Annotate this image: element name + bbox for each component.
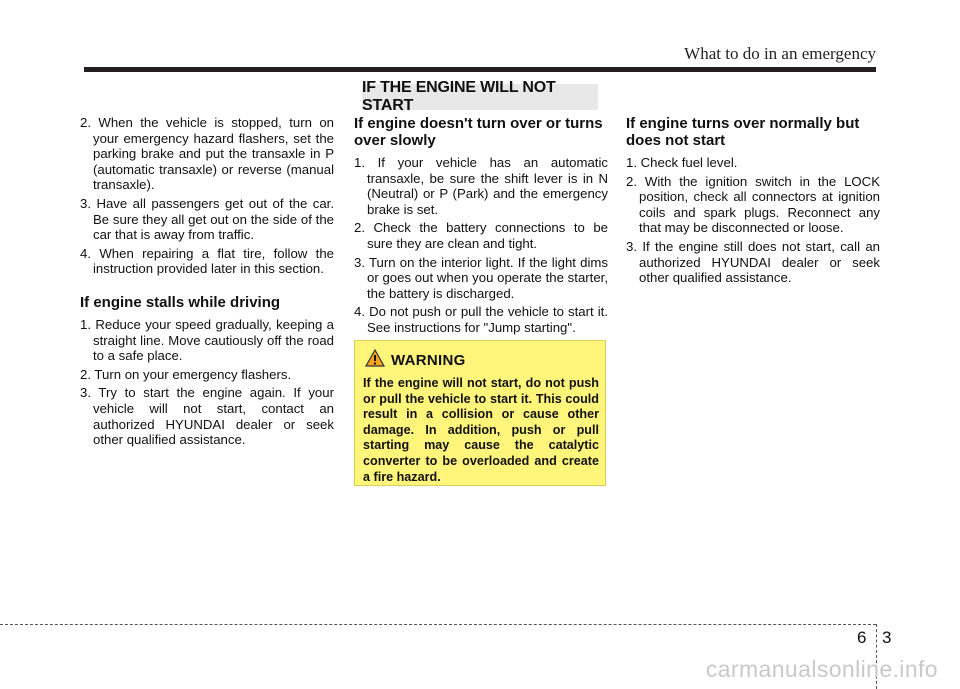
- stall-steps: [80, 317, 334, 448]
- section-band: [362, 79, 598, 114]
- middle-column: [354, 115, 608, 339]
- list-item: 3. Turn on the interior light. If the light dims or goes out when you operate the starter, the battery is discharged.: [354, 254, 608, 301]
- page-number: 3: [882, 628, 892, 647]
- left-column: [80, 115, 334, 451]
- list-item: 2. With the ignition switch in the LOCK position, check all connectors at ignition coils and spark plugs. Reconnect any that may be disconnected or loose.: [626, 173, 880, 236]
- list-item: 2. When the vehicle is stopped, turn on your emergency hazard flashers, set the parking brake and put the transaxle in P (automatic transaxle) or reverse (manual transaxle).: [80, 115, 334, 193]
- header-rule: [84, 67, 876, 72]
- footer-rule: [0, 624, 876, 625]
- list-item: 4. Do not push or pull the vehicle to start it. See instructions for "Jump starting".: [354, 304, 608, 335]
- no-start-heading: If engine turns over normally but does not start: [626, 115, 860, 149]
- list-item: 2. Check the battery connections to be sure they are clean and tight.: [354, 220, 608, 251]
- right-column: [626, 115, 880, 289]
- list-item: 1. Reduce your speed gradually, keeping a straight line. Move cautiously off the road to a safe place.: [80, 316, 334, 364]
- list-item: 4. When repairing a flat tire, follow the instruction provided later in this section.: [80, 245, 334, 277]
- right-steps: [626, 155, 880, 286]
- warning-box: [354, 340, 606, 486]
- list-item: 3. Have all passengers get out of the car. Be sure they all get out on the side of the car that is away from traffic.: [80, 195, 334, 243]
- list-item: 3. Try to start the engine again. If your vehicle will not start, contact an authorized HYUNDAI dealer or seek other qualified assistance.: [80, 385, 334, 448]
- list-item: 1. If your vehicle has an automatic transaxle, be sure the shift lever is in N (Neutral) or P (Park) and the emergency brake is set.: [354, 155, 608, 217]
- list-item: 2. Turn on your emergency flashers.: [80, 366, 292, 382]
- warning-text: If the engine will not start, do not push or pull the vehicle to start it. This could result in a collision or cause other damage. In addition, push or pull starting may cause the catalytic converter to be overloaded and create a fire hazard.: [363, 376, 599, 484]
- middle-steps: [354, 155, 608, 336]
- no-turn-heading: If engine doesn't turn over or turns over slowly: [354, 115, 603, 149]
- list-item: 1. Check fuel level.: [626, 155, 738, 170]
- warning-header: [365, 349, 599, 372]
- warning-title: WARNING: [391, 352, 466, 369]
- watermark: carmanualsonline.info: [705, 656, 938, 682]
- list-item: 3. If the engine still does not start, call an authorized HYUNDAI dealer or seek other qualified assistance.: [626, 238, 880, 286]
- header-title: What to do in an emergency: [684, 44, 876, 63]
- stall-heading: If engine stalls while driving: [80, 293, 281, 311]
- chapter-number: 6: [857, 628, 867, 647]
- warning-triangle-icon: [365, 349, 391, 372]
- section-title: IF THE ENGINE WILL NOT START: [362, 79, 556, 114]
- left-steps: [80, 115, 334, 277]
